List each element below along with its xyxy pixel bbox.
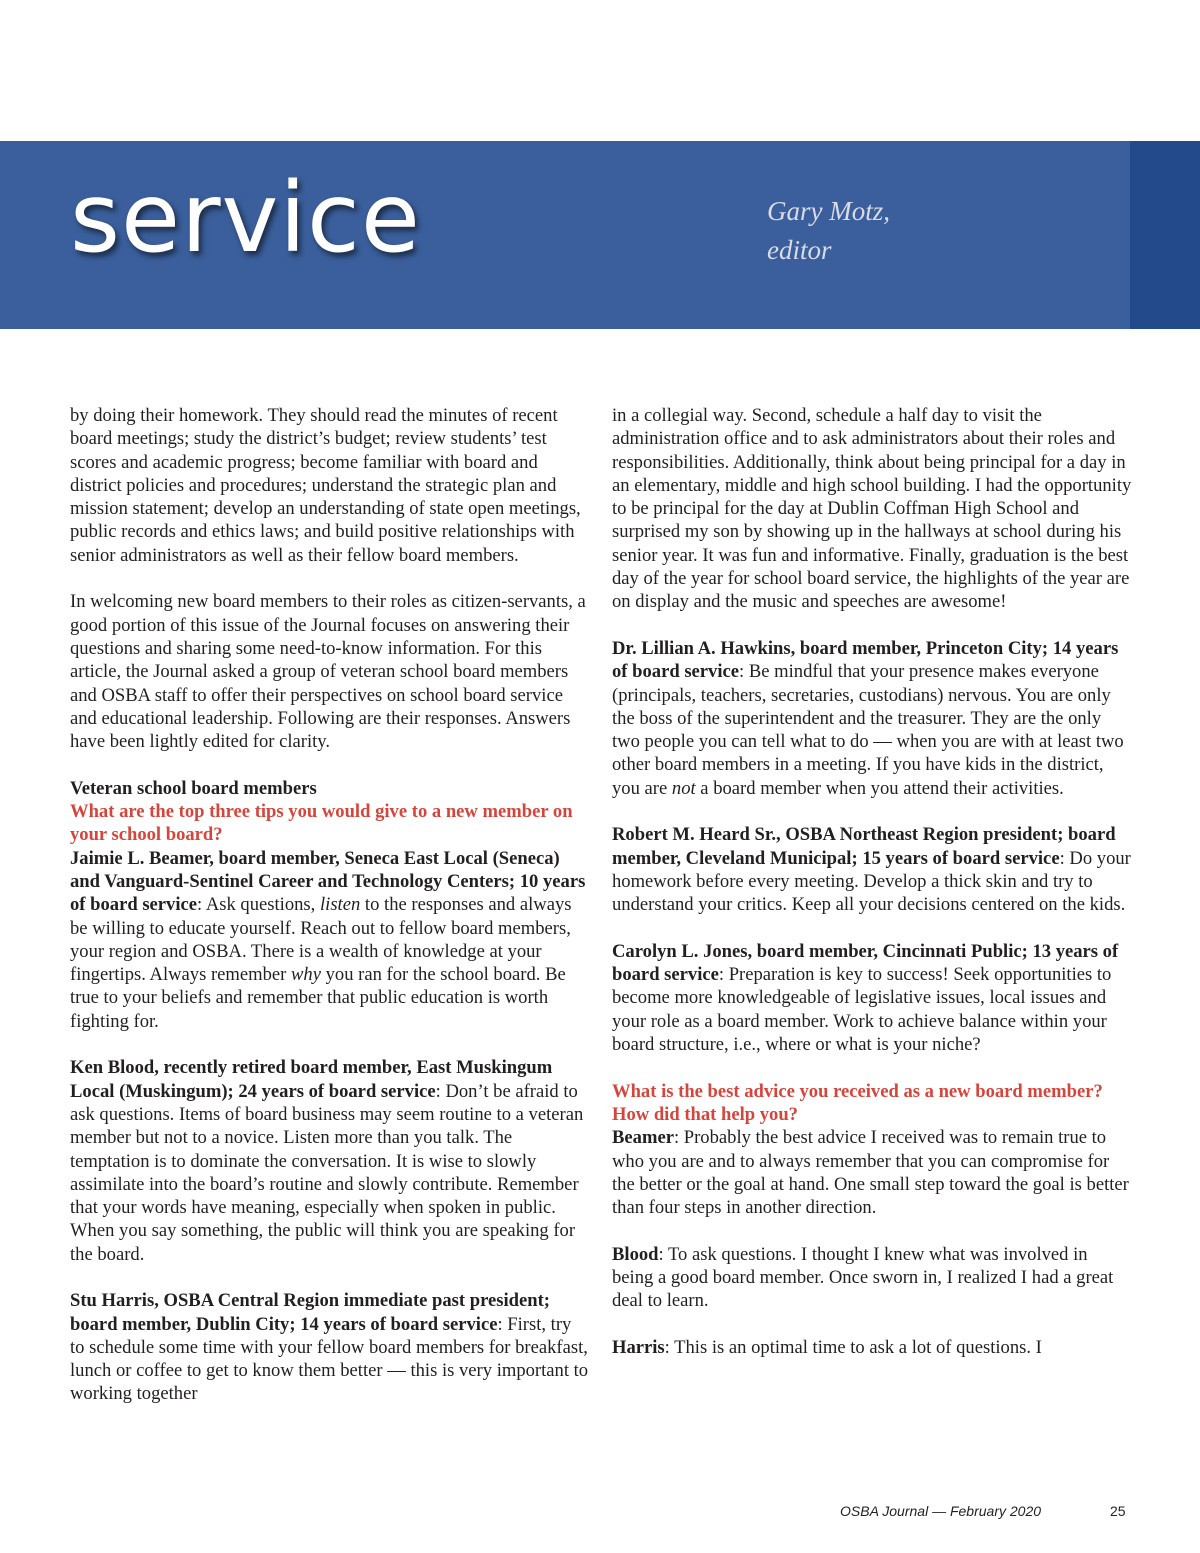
byline [767, 192, 890, 270]
answer-heard: Robert M. Heard Sr., OSBA Northeast Region president; board member, Cleveland Municipal; 15 years of board service: Do your homework before every meeting. Develop a thick skin and try to understand your critics. Keep all your decisions centered on the kids. [612, 824, 1131, 916]
answer-harris-2: Harris: This is an optimal time to ask a lot of questions. I [612, 1336, 1042, 1358]
paragraph: In welcoming new board members to their roles as citizen-servants, a good portion of this issue of the Journal focuses on answering their questions and sharing some need-to-know information. For this article, the Journal asked a group of veteran school board members and OSBA staff to offer their perspectives on school board service and educational leadership. Following are their responses. Answers have been lightly edited for clarity. [70, 591, 586, 753]
answer-harris-continued: in a collegial way. Second, schedule a half day to visit the administration office and to ask administrators about their roles and responsibilities. Additionally, think about being principal for a day in an elementary, middle and high school building. I had the opportunity to be principal for the day at Dublin Coffman High School and surprised my son by showing up in the hallways at school during his senior year. It was fun and informative. Finally, graduation is the best day of the year for school board service, the highlights of the year are on display and the music and speeches are awesome! [612, 405, 1132, 613]
left-column [70, 404, 590, 1429]
page-number: 25 [1110, 1503, 1126, 1519]
respondent-name: Jaimie L. Beamer, board member, Seneca East Local (Seneca) and Vanguard-Sentinel Career and Technology Centers; 10 years of board service [70, 847, 586, 916]
answer-beamer-2: Beamer: Probably the best advice I received was to remain true to who you are and to always remember that you can compromise for the better or the goal at hand. One small step toward the goal is better than four steps in another direction. [612, 1127, 1129, 1219]
answer-blood: Ken Blood, recently retired board member, East Muskingum Local (Muskingum); 24 years of board service: Don’t be afraid to ask questions. Items of board business may seem routine to a veteran member but not to a novice. Listen more than you talk. The temptation is to dominate the conversation. It is wise to slowly assimilate into the board’s routine and slowly contribute. Remember that your words have meaning, especially when spoken in public. When you say something, the public will think you are speaking for the board. [70, 1057, 584, 1265]
answer-jones: Carolyn L. Jones, board member, Cincinnati Public; 13 years of board service: Preparation is key to success! Seek opportunities to become more knowledgeable of legislative issues, local issues and your role as a board member. Work to achieve balance within your board structure, i.e., where or what is your niche? [612, 940, 1119, 1056]
page-title: service [70, 162, 421, 274]
publication-footer: OSBA Journal — February 2020 [840, 1503, 1042, 1519]
answer-beamer: Jaimie L. Beamer, board member, Seneca East Local (Seneca) and Vanguard-Sentinel Career and Technology Centers; 10 years of board service: Ask questions, listen to the responses and always be willing to educate yourself. Reach out to fellow board members, your region and OSBA. There is a wealth of knowledge at your fingertips. Always remember why you ran for the school board. Be true to your beliefs and remember that public education is worth fighting for. [70, 847, 586, 1032]
banner-accent-strip [1130, 141, 1200, 329]
answer-hawkins: Dr. Lillian A. Hawkins, board member, Princeton City; 14 years of board service: Be mindful that your presence makes everyone (principals, teachers, secretaries, custodians) nervous. You are only the boss of the superintendent and the treasurer. They are the only two people you can tell what to do — when you are with at least two other board members in a meeting. If you have kids in the district, you are not a board member when you attend their activities. [612, 637, 1124, 799]
answer-blood-2: Blood: To ask questions. I thought I knew what was involved in being a good board member. Once sworn in, I realized I had a great deal to learn. [612, 1243, 1114, 1312]
right-column [612, 404, 1132, 1382]
question-heading: What is the best advice you received as a new board member? How did that help you? [612, 1080, 1103, 1125]
answer-harris: Stu Harris, OSBA Central Region immediate past president; board member, Dublin City; 14 years of board service: First, try to schedule some time with your fellow board members for breakfast, lunch or coffee to get to know them better — this is very important to working together [70, 1290, 589, 1405]
respondent-name: Ken Blood, recently retired board member, East Muskingum Local (Muskingum); 24 years of board service [70, 1057, 553, 1102]
respondent-name: Carolyn L. Jones, board member, Cincinnati Public; 13 years of board service [612, 940, 1119, 986]
respondent-name: Harris [612, 1336, 665, 1358]
respondent-name: Dr. Lillian A. Hawkins, board member, Princeton City; 14 years of board service [612, 637, 1119, 683]
respondent-name: Blood [612, 1243, 659, 1265]
question-heading: What are the top three tips you would give to a new member on your school board? [70, 801, 573, 846]
byline-role: editor [767, 235, 832, 266]
byline-name: Gary Motz, [767, 196, 890, 226]
respondent-name: Beamer [612, 1127, 674, 1149]
respondent-name: Robert M. Heard Sr., OSBA Northeast Region president; board member, Cleveland Municipal; 15 years of board service [612, 824, 1116, 869]
paragraph: by doing their homework. They should read the minutes of recent board meetings; study the district’s budget; review students’ test scores and academic progress; become familiar with board and district policies and procedures; understand the strategic plan and mission statement; develop an understanding of state open meetings, public records and ethics laws; and build positive relationships with senior administrators as well as their fellow board members. [70, 405, 581, 566]
section-heading: Veteran school board members [70, 777, 317, 799]
respondent-name: Stu Harris, OSBA Central Region immediate past president; board member, Dublin City; 14 years of board service [70, 1290, 550, 1335]
